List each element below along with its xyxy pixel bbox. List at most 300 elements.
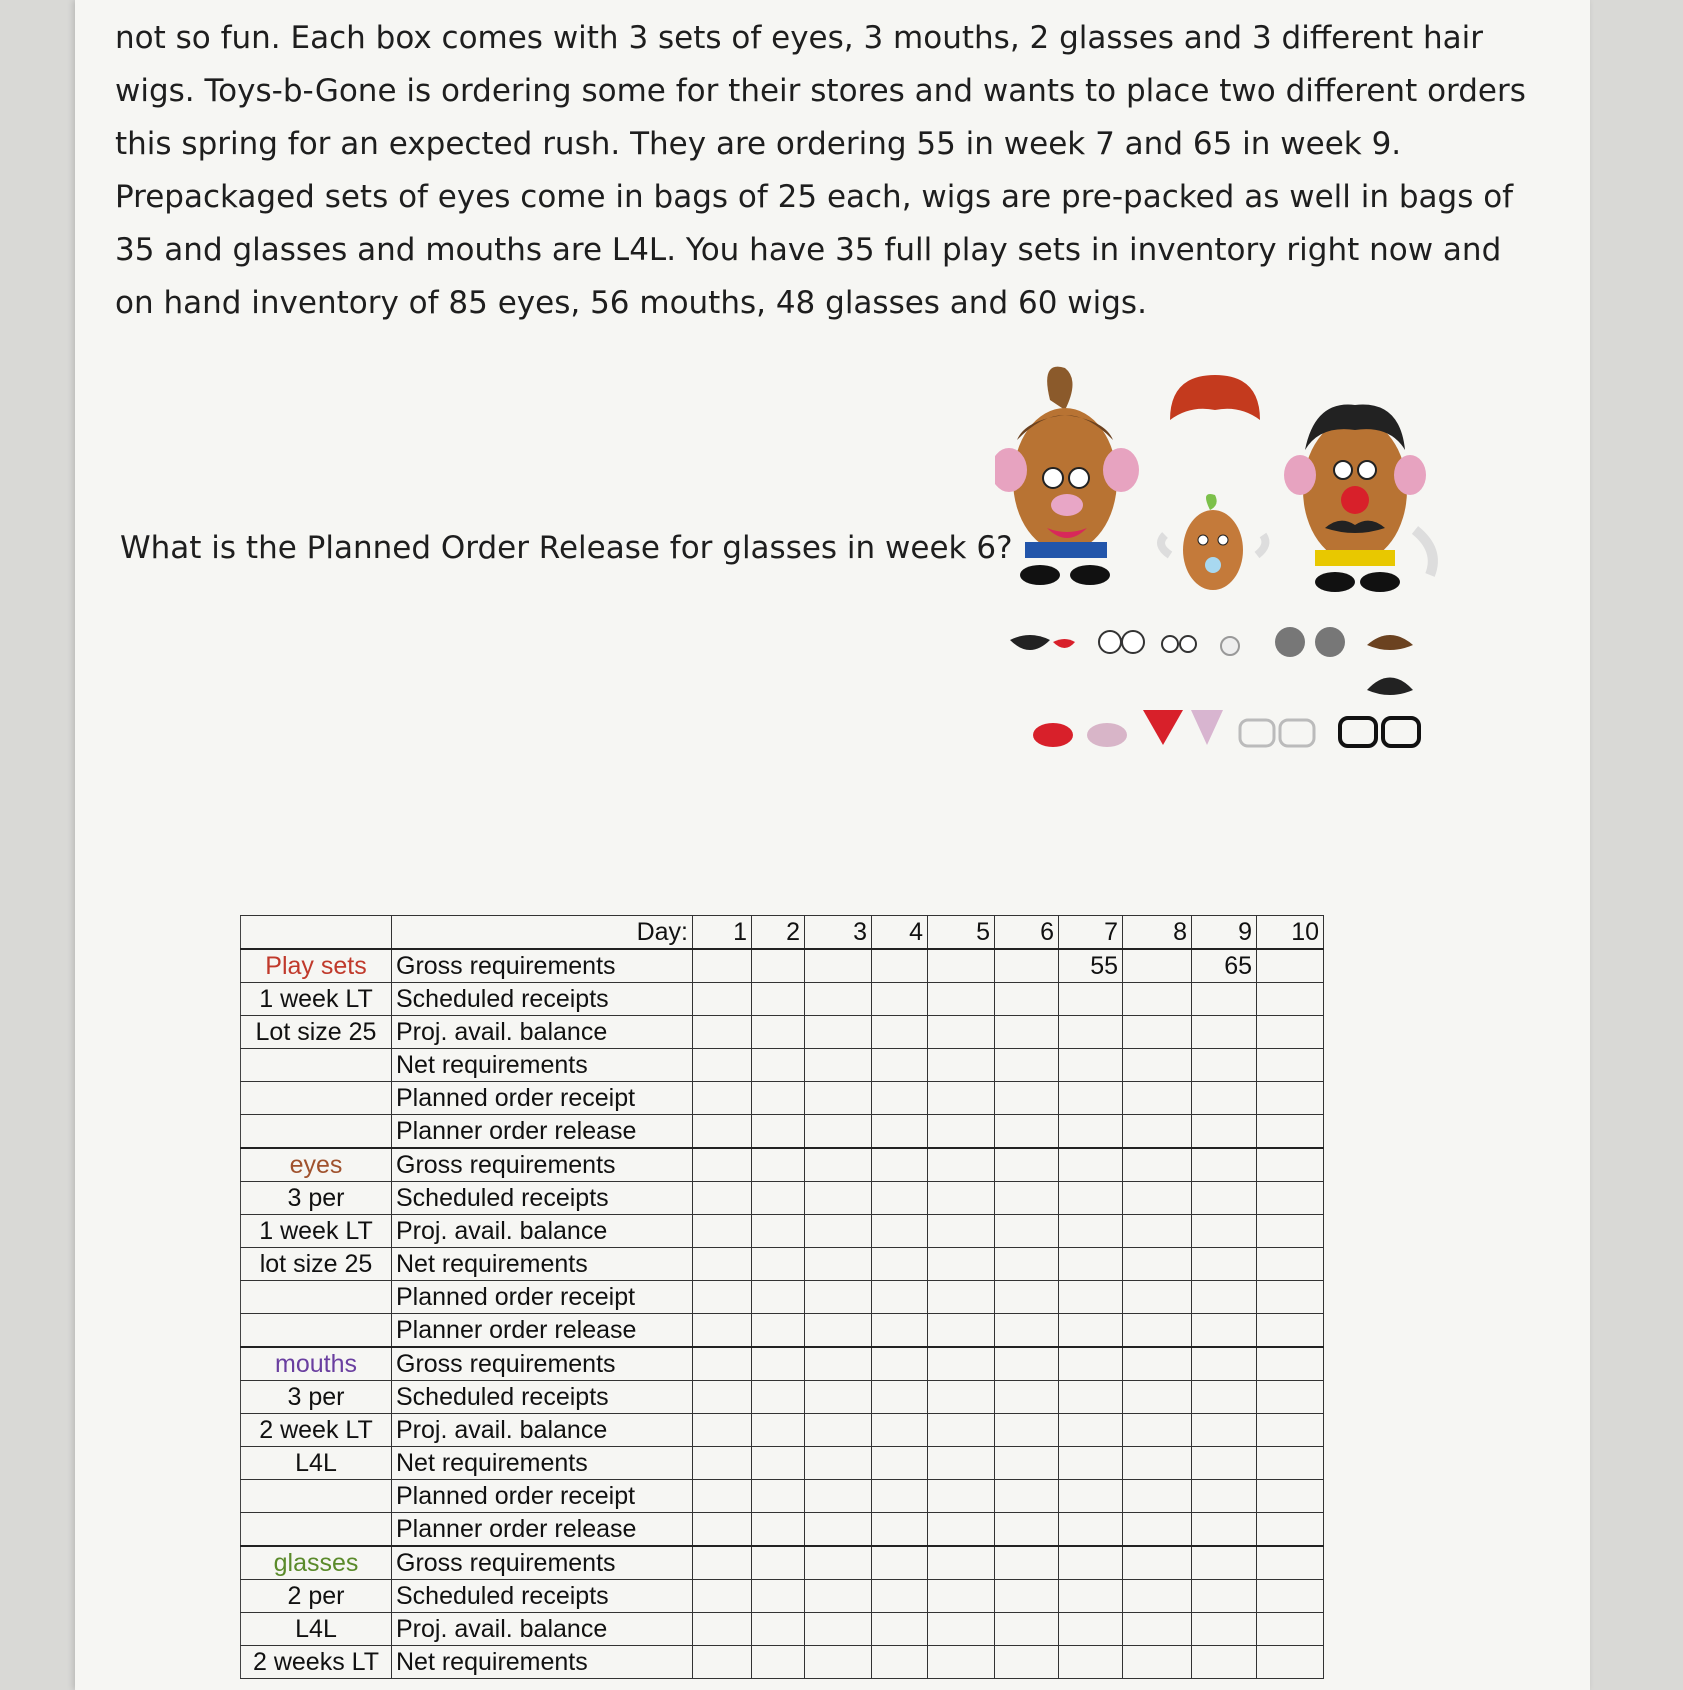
- cell[interactable]: [1123, 949, 1192, 983]
- cell[interactable]: [928, 1480, 995, 1513]
- glasses-scheduled-row: [241, 1580, 1324, 1613]
- glasses-lt: 2 weeks LT: [241, 1646, 392, 1679]
- eyes-name: eyes: [241, 1148, 392, 1182]
- cell[interactable]: [1123, 1148, 1192, 1182]
- cell[interactable]: [752, 1115, 805, 1149]
- cell[interactable]: [752, 1248, 805, 1281]
- cell[interactable]: [1192, 1414, 1257, 1447]
- mouths-proj-row: [241, 1414, 1324, 1447]
- cell[interactable]: [805, 1447, 872, 1480]
- cell[interactable]: [805, 949, 872, 983]
- cell[interactable]: [752, 1646, 805, 1679]
- cell[interactable]: [928, 949, 995, 983]
- eyes-net-row: [241, 1248, 1324, 1281]
- cell[interactable]: [1123, 983, 1192, 1016]
- cell[interactable]: [1059, 1381, 1123, 1414]
- playsets-lot: Lot size 25: [241, 1016, 392, 1049]
- row-label: Gross requirements: [392, 949, 693, 983]
- cell[interactable]: [928, 1513, 995, 1547]
- row-label: Proj. avail. balance: [392, 1215, 693, 1248]
- cell[interactable]: [872, 1613, 928, 1646]
- cell[interactable]: [805, 1546, 872, 1580]
- cell[interactable]: [1192, 1215, 1257, 1248]
- cell[interactable]: [1192, 1513, 1257, 1547]
- cell[interactable]: [1059, 1513, 1123, 1547]
- eyes-release-row: [241, 1314, 1324, 1348]
- cell[interactable]: [1257, 1182, 1324, 1215]
- cell[interactable]: [1257, 1580, 1324, 1613]
- cell[interactable]: [1059, 1115, 1123, 1149]
- day-7: 7: [1059, 916, 1123, 950]
- cell[interactable]: [1059, 1215, 1123, 1248]
- cell[interactable]: [1123, 1314, 1192, 1348]
- cell[interactable]: [1059, 1248, 1123, 1281]
- cell[interactable]: [1059, 1613, 1123, 1646]
- cell[interactable]: [752, 1480, 805, 1513]
- cell[interactable]: [693, 1314, 752, 1348]
- cell[interactable]: [1257, 1082, 1324, 1115]
- cell[interactable]: [1192, 1347, 1257, 1381]
- cell[interactable]: [693, 949, 752, 983]
- cell[interactable]: [872, 1049, 928, 1082]
- cell[interactable]: [805, 1281, 872, 1314]
- cell[interactable]: [1192, 1546, 1257, 1580]
- cell[interactable]: [1123, 1115, 1192, 1149]
- cell[interactable]: 55: [1059, 949, 1123, 983]
- cell[interactable]: [752, 949, 805, 983]
- potato-mom-figure: [995, 367, 1139, 585]
- row-label: Net requirements: [392, 1049, 693, 1082]
- cell[interactable]: [805, 1613, 872, 1646]
- cell[interactable]: [805, 1414, 872, 1447]
- cell[interactable]: [1123, 1414, 1192, 1447]
- cell[interactable]: [805, 1513, 872, 1547]
- cell[interactable]: [1192, 1115, 1257, 1149]
- cell[interactable]: [872, 1248, 928, 1281]
- cell[interactable]: [1192, 1580, 1257, 1613]
- cell[interactable]: [1123, 1613, 1192, 1646]
- cell[interactable]: [752, 1513, 805, 1547]
- cell[interactable]: [752, 1414, 805, 1447]
- cell[interactable]: [995, 1513, 1059, 1547]
- cell[interactable]: [805, 1182, 872, 1215]
- row-label: Proj. avail. balance: [392, 1414, 693, 1447]
- cell[interactable]: [752, 1447, 805, 1480]
- cell[interactable]: [1123, 1513, 1192, 1547]
- cell[interactable]: [1257, 983, 1324, 1016]
- cell[interactable]: [928, 1646, 995, 1679]
- day-8: 8: [1123, 916, 1192, 950]
- eyes-scheduled-row: [241, 1182, 1324, 1215]
- cell[interactable]: [1123, 1182, 1192, 1215]
- mouths-per: 3 per: [241, 1381, 392, 1414]
- cell[interactable]: [693, 1347, 752, 1381]
- cell[interactable]: [995, 1414, 1059, 1447]
- mouths-net-row: [241, 1447, 1324, 1480]
- cell[interactable]: [928, 1580, 995, 1613]
- cell[interactable]: [995, 1215, 1059, 1248]
- cell[interactable]: [995, 1580, 1059, 1613]
- cell[interactable]: [995, 1546, 1059, 1580]
- cell[interactable]: [928, 1281, 995, 1314]
- cell[interactable]: [928, 1613, 995, 1646]
- cell[interactable]: [995, 1314, 1059, 1348]
- cell[interactable]: [752, 1215, 805, 1248]
- cell[interactable]: [995, 1115, 1059, 1149]
- mouths-release-row: [241, 1513, 1324, 1547]
- potato-dad-figure: [1284, 405, 1433, 592]
- cell[interactable]: [1257, 1148, 1324, 1182]
- cell[interactable]: [872, 1447, 928, 1480]
- cell[interactable]: [752, 1148, 805, 1182]
- mrp-table: [240, 915, 1324, 1679]
- cell[interactable]: [928, 1049, 995, 1082]
- cell[interactable]: [1059, 1347, 1123, 1381]
- cell[interactable]: [693, 1646, 752, 1679]
- cell[interactable]: [872, 983, 928, 1016]
- cell[interactable]: [1257, 1016, 1324, 1049]
- cell[interactable]: [1257, 1215, 1324, 1248]
- eyes-lot: lot size 25: [241, 1248, 392, 1281]
- cell[interactable]: [805, 1381, 872, 1414]
- cell[interactable]: [752, 1182, 805, 1215]
- cell[interactable]: [1257, 1613, 1324, 1646]
- cell[interactable]: [1059, 1447, 1123, 1480]
- cell[interactable]: [1123, 1381, 1192, 1414]
- cell[interactable]: [995, 983, 1059, 1016]
- cell[interactable]: [1059, 1082, 1123, 1115]
- cell[interactable]: [1192, 1049, 1257, 1082]
- accessory-parts-row-1: [1010, 627, 1413, 695]
- cell[interactable]: [693, 1248, 752, 1281]
- row-label: Planner order release: [392, 1115, 693, 1149]
- glasses-net-row: [241, 1646, 1324, 1679]
- cell[interactable]: [1123, 1580, 1192, 1613]
- day-9: 9: [1192, 916, 1257, 950]
- row-label: Scheduled receipts: [392, 1580, 693, 1613]
- cell[interactable]: [752, 1049, 805, 1082]
- eyes-proj-row: [241, 1215, 1324, 1248]
- cell[interactable]: [1257, 1480, 1324, 1513]
- cell[interactable]: [928, 1347, 995, 1381]
- cell[interactable]: [1059, 1049, 1123, 1082]
- cell[interactable]: [1192, 1082, 1257, 1115]
- cell[interactable]: [1059, 1281, 1123, 1314]
- cell[interactable]: [1123, 1447, 1192, 1480]
- cell[interactable]: [928, 1248, 995, 1281]
- cell[interactable]: [995, 1248, 1059, 1281]
- cell[interactable]: [995, 949, 1059, 983]
- cell[interactable]: [1192, 1381, 1257, 1414]
- playsets-lt: 1 week LT: [241, 983, 392, 1016]
- cell[interactable]: [1123, 1281, 1192, 1314]
- cell[interactable]: [752, 1314, 805, 1348]
- cell[interactable]: [928, 1082, 995, 1115]
- cell[interactable]: [805, 1215, 872, 1248]
- cell[interactable]: [1059, 1182, 1123, 1215]
- cell[interactable]: [1192, 1248, 1257, 1281]
- cell[interactable]: [928, 1115, 995, 1149]
- cell[interactable]: [995, 1049, 1059, 1082]
- cell[interactable]: [928, 1148, 995, 1182]
- playsets-gross-row: [241, 949, 1324, 983]
- glasses-name: glasses: [241, 1546, 392, 1580]
- row-label: Gross requirements: [392, 1347, 693, 1381]
- cell[interactable]: [693, 1049, 752, 1082]
- cell[interactable]: [1192, 1182, 1257, 1215]
- cell[interactable]: [872, 1182, 928, 1215]
- cell[interactable]: [1059, 1016, 1123, 1049]
- cell[interactable]: [693, 1148, 752, 1182]
- cell[interactable]: [693, 1281, 752, 1314]
- cell[interactable]: [1257, 1381, 1324, 1414]
- cell[interactable]: [928, 1314, 995, 1348]
- day-1: 1: [693, 916, 752, 950]
- cell[interactable]: [995, 1480, 1059, 1513]
- row-label: Planner order release: [392, 1314, 693, 1348]
- cell[interactable]: [752, 1546, 805, 1580]
- cell[interactable]: [805, 1248, 872, 1281]
- mouths-gross-row: [241, 1347, 1324, 1381]
- row-label: Gross requirements: [392, 1546, 693, 1580]
- day-6: 6: [995, 916, 1059, 950]
- cell[interactable]: [872, 1314, 928, 1348]
- question-text: What is the Planned Order Release for glasses in week 6?: [120, 530, 1013, 566]
- cell[interactable]: [693, 1414, 752, 1447]
- row-label: Proj. avail. balance: [392, 1613, 693, 1646]
- cell[interactable]: [1257, 949, 1324, 983]
- cell[interactable]: [995, 1613, 1059, 1646]
- row-label: Planned order receipt: [392, 1082, 693, 1115]
- eyes-lt: 1 week LT: [241, 1215, 392, 1248]
- cell[interactable]: [752, 1082, 805, 1115]
- cell[interactable]: [1059, 1480, 1123, 1513]
- cell[interactable]: [872, 1347, 928, 1381]
- cell[interactable]: [693, 1546, 752, 1580]
- cell[interactable]: [995, 1281, 1059, 1314]
- glasses-gross-row: [241, 1546, 1324, 1580]
- cell[interactable]: [693, 1447, 752, 1480]
- cell[interactable]: [1123, 1016, 1192, 1049]
- cell[interactable]: [928, 983, 995, 1016]
- cell[interactable]: [805, 1580, 872, 1613]
- cell[interactable]: [1059, 1148, 1123, 1182]
- playsets-scheduled-row: [241, 983, 1324, 1016]
- cell[interactable]: [872, 1414, 928, 1447]
- eyes-receipt-row: [241, 1281, 1324, 1314]
- baby-potato-figure: [1161, 494, 1265, 590]
- cell[interactable]: [693, 1613, 752, 1646]
- day-3: 3: [805, 916, 872, 950]
- cell[interactable]: [693, 1381, 752, 1414]
- cell[interactable]: [693, 1115, 752, 1149]
- cell[interactable]: [1257, 1248, 1324, 1281]
- day-label: Day:: [392, 916, 693, 950]
- cell[interactable]: [752, 1347, 805, 1381]
- row-label: Net requirements: [392, 1248, 693, 1281]
- glasses-lot: L4L: [241, 1613, 392, 1646]
- cell[interactable]: [1059, 983, 1123, 1016]
- cell[interactable]: [1123, 1480, 1192, 1513]
- cell[interactable]: [693, 1182, 752, 1215]
- mouths-scheduled-row: [241, 1381, 1324, 1414]
- cell[interactable]: [805, 1314, 872, 1348]
- row-label: Scheduled receipts: [392, 1381, 693, 1414]
- cell[interactable]: [752, 1613, 805, 1646]
- row-label: Scheduled receipts: [392, 1182, 693, 1215]
- glasses-proj-row: [241, 1613, 1324, 1646]
- cell[interactable]: [872, 1580, 928, 1613]
- problem-text: not so fun. Each box comes with 3 sets of eyes, 3 mouths, 2 glasses and 3 different hair wigs. Toys-b-Gone is ordering some for their stores and wants to place two different orders this spring for an expected rush. They are ordering 55 in week 7 and 65 in week 9. Prepackaged sets of eyes come in bags of 25 each, wigs are pre-packed as well in bags of 35 and glasses and mouths are L4L. You have 35 full play sets in inventory right now and on hand inventory of 85 eyes, 56 mouths, 48 glasses and 60 wigs.: [115, 20, 1526, 321]
- playsets-net-row: [241, 1049, 1324, 1082]
- cell[interactable]: [1257, 1447, 1324, 1480]
- playsets-name: Play sets: [241, 949, 392, 983]
- cell[interactable]: [872, 1546, 928, 1580]
- cell[interactable]: [872, 949, 928, 983]
- cell[interactable]: [693, 1215, 752, 1248]
- cell[interactable]: [1192, 1480, 1257, 1513]
- cell[interactable]: [805, 1480, 872, 1513]
- row-label: Scheduled receipts: [392, 983, 693, 1016]
- day-4: 4: [872, 916, 928, 950]
- cell[interactable]: 65: [1192, 949, 1257, 983]
- cell[interactable]: [1192, 1646, 1257, 1679]
- cell[interactable]: [805, 983, 872, 1016]
- cell[interactable]: [752, 1281, 805, 1314]
- cell[interactable]: [928, 1215, 995, 1248]
- cell[interactable]: [872, 1215, 928, 1248]
- cell[interactable]: [928, 1016, 995, 1049]
- cell[interactable]: [995, 1447, 1059, 1480]
- eyes-per: 3 per: [241, 1182, 392, 1215]
- row-label: Planner order release: [392, 1513, 693, 1547]
- row-label: Planned order receipt: [392, 1480, 693, 1513]
- row-label: Gross requirements: [392, 1148, 693, 1182]
- cell[interactable]: [1123, 1049, 1192, 1082]
- cell[interactable]: [805, 1347, 872, 1381]
- cell[interactable]: [805, 1082, 872, 1115]
- playsets-release-row: [241, 1115, 1324, 1149]
- cell[interactable]: [1059, 1580, 1123, 1613]
- cell[interactable]: [928, 1447, 995, 1480]
- day-header-row: [241, 916, 1324, 950]
- cell[interactable]: [995, 1016, 1059, 1049]
- cell[interactable]: [872, 1646, 928, 1679]
- cell[interactable]: [1123, 1082, 1192, 1115]
- cell[interactable]: [1123, 1248, 1192, 1281]
- cell[interactable]: [1059, 1414, 1123, 1447]
- row-label: Proj. avail. balance: [392, 1016, 693, 1049]
- accessory-parts-row-2: [1033, 710, 1419, 747]
- cell[interactable]: [928, 1381, 995, 1414]
- mouths-name: mouths: [241, 1347, 392, 1381]
- cell[interactable]: [995, 1148, 1059, 1182]
- cell[interactable]: [995, 1347, 1059, 1381]
- cell[interactable]: [1257, 1646, 1324, 1679]
- cell[interactable]: [752, 1580, 805, 1613]
- cell[interactable]: [693, 1513, 752, 1547]
- cell[interactable]: [995, 1082, 1059, 1115]
- mouths-lt: 2 week LT: [241, 1414, 392, 1447]
- cell[interactable]: [1192, 1613, 1257, 1646]
- cell[interactable]: [1192, 1281, 1257, 1314]
- cell[interactable]: [1192, 1016, 1257, 1049]
- cell[interactable]: [752, 1381, 805, 1414]
- cell[interactable]: [693, 1016, 752, 1049]
- cell[interactable]: [995, 1182, 1059, 1215]
- cell[interactable]: [928, 1414, 995, 1447]
- cell[interactable]: [693, 1580, 752, 1613]
- cell[interactable]: [805, 1049, 872, 1082]
- cell[interactable]: [805, 1016, 872, 1049]
- red-wig-accessory: [1170, 375, 1260, 420]
- cell[interactable]: [1123, 1646, 1192, 1679]
- cell[interactable]: [872, 1148, 928, 1182]
- playsets-proj-row: [241, 1016, 1324, 1049]
- playsets-receipt-row: [241, 1082, 1324, 1115]
- row-label: Planned order receipt: [392, 1281, 693, 1314]
- cell[interactable]: [872, 1513, 928, 1547]
- cell[interactable]: [1192, 1148, 1257, 1182]
- glasses-per: 2 per: [241, 1580, 392, 1613]
- cell[interactable]: [928, 1546, 995, 1580]
- cell[interactable]: [1059, 1646, 1123, 1679]
- cell[interactable]: [1059, 1314, 1123, 1348]
- cell[interactable]: [805, 1148, 872, 1182]
- cell[interactable]: [693, 1082, 752, 1115]
- cell[interactable]: [1257, 1414, 1324, 1447]
- cell[interactable]: [1257, 1115, 1324, 1149]
- cell[interactable]: [693, 1480, 752, 1513]
- cell[interactable]: [1257, 1281, 1324, 1314]
- cell[interactable]: [752, 983, 805, 1016]
- row-label: Net requirements: [392, 1447, 693, 1480]
- cell[interactable]: [805, 1115, 872, 1149]
- cell[interactable]: [1123, 1347, 1192, 1381]
- eyes-gross-row: [241, 1148, 1324, 1182]
- cell[interactable]: [995, 1646, 1059, 1679]
- day-10: 10: [1257, 916, 1324, 950]
- cell[interactable]: [1257, 1513, 1324, 1547]
- mouths-lot: L4L: [241, 1447, 392, 1480]
- cell[interactable]: [1123, 1546, 1192, 1580]
- cell[interactable]: [928, 1182, 995, 1215]
- cell[interactable]: [1059, 1546, 1123, 1580]
- cell[interactable]: [1123, 1215, 1192, 1248]
- cell[interactable]: [872, 1016, 928, 1049]
- cell[interactable]: [1257, 1049, 1324, 1082]
- cell[interactable]: [1257, 1347, 1324, 1381]
- mouths-receipt-row: [241, 1480, 1324, 1513]
- row-label: Net requirements: [392, 1646, 693, 1679]
- cell[interactable]: [872, 1082, 928, 1115]
- cell[interactable]: [872, 1480, 928, 1513]
- day-5: 5: [928, 916, 995, 950]
- potato-toys-illustration: [995, 360, 1455, 760]
- cell[interactable]: [1192, 983, 1257, 1016]
- cell[interactable]: [872, 1381, 928, 1414]
- cell[interactable]: [872, 1115, 928, 1149]
- cell[interactable]: [1257, 1546, 1324, 1580]
- cell[interactable]: [752, 1016, 805, 1049]
- cell[interactable]: [995, 1381, 1059, 1414]
- cell[interactable]: [693, 983, 752, 1016]
- cell[interactable]: [805, 1646, 872, 1679]
- cell[interactable]: [1257, 1314, 1324, 1348]
- cell[interactable]: [872, 1281, 928, 1314]
- cell[interactable]: [1192, 1447, 1257, 1480]
- cell[interactable]: [1192, 1314, 1257, 1348]
